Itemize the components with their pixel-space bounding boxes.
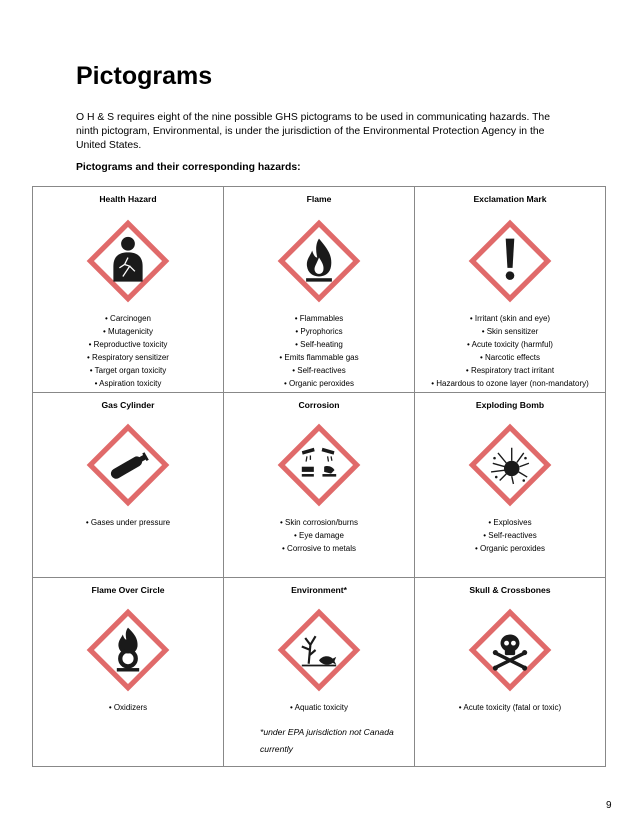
table-row [33,393,606,578]
pictogram-table [32,186,606,767]
hazard-list [33,516,223,529]
hazard-item: • Mutagenicity [103,327,153,336]
health-hazard-icon [85,218,171,304]
hazard-item: • Narcotic effects [479,353,540,362]
corrosion-icon [276,422,362,508]
hazard-item: • Skin corrosion/burns [280,518,358,527]
exclamation-mark-icon [467,218,553,304]
hazard-item: • Self-reactives [292,366,346,375]
table-row [33,578,606,767]
hazard-item: • Pyrophorics [295,327,343,336]
cell-title: Health Hazard [99,194,157,204]
hazard-item: • Emits flammable gas [279,353,359,362]
hazard-item: • Target organ toxicity [89,366,167,375]
cell-title: Flame Over Circle [91,585,165,595]
hazard-item: • Corrosive to metals [282,544,356,553]
hazard-list [415,701,605,714]
hazard-item: • Respiratory tract irritant [465,366,555,375]
cell-title: Corrosion [298,400,340,410]
pictogram-cell-exclamation-mark [415,187,606,393]
hazard-item: • Self-reactives [483,531,537,540]
hazard-item: • Gases under pressure [85,518,171,527]
hazard-item: • Organic peroxides [284,379,354,388]
exploding-bomb-icon [467,422,553,508]
pictogram-cell-flame-over-circle [33,578,224,767]
hazard-item: • Aquatic toxicity [290,703,348,712]
cell-title: Flame [306,194,332,204]
hazard-item: • Acute toxicity (harmful) [467,340,553,349]
hazard-list [415,516,605,555]
table-row [33,187,606,393]
hazard-item: • Skin sensitizer [481,327,539,336]
epa-footnote: *under EPA jurisdiction not Canada currently [260,727,394,754]
page-number: 9 [606,800,612,811]
hazard-item: • Explosives [488,518,532,527]
pictogram-cell-flame [224,187,415,393]
hazard-item: • Oxidizers [108,703,148,712]
pictogram-cell-gas-cylinder [33,393,224,578]
hazard-item: • Carcinogen [105,314,151,323]
hazard-item: • Acute toxicity (fatal or toxic) [458,703,562,712]
hazard-list [224,701,414,714]
cell-title: Gas Cylinder [101,400,155,410]
environment-icon [276,607,362,693]
flame-icon [276,218,362,304]
table-subheading: Pictograms and their corresponding hazards: [76,162,301,173]
hazard-list [224,312,414,390]
hazard-item: • Flammables [294,314,344,323]
pictogram-cell-skull-crossbones [415,578,606,767]
flame-over-circle-icon [85,607,171,693]
cell-title: Skull & Crossbones [469,585,551,595]
pictogram-cell-exploding-bomb [415,393,606,578]
intro-paragraph: O H & S requires eight of the nine possible GHS pictograms to be used in communicating hazards. The ninth pictogram, Environmental, is under the jurisdiction of the Environmental Protection Agency in the United States. [76,112,550,151]
cell-title: Exploding Bomb [475,400,545,410]
hazard-item: • Respiratory sensitizer [87,353,169,362]
hazard-item: • Irritant (skin and eye) [469,314,551,323]
cell-title: Environment* [291,585,347,595]
pictogram-cell-health-hazard [33,187,224,393]
skull-crossbones-icon [467,607,553,693]
hazard-list [224,516,414,555]
pictogram-cell-environment [224,578,415,767]
hazard-list [33,312,223,390]
hazard-item: • Reproductive toxicity [88,340,168,349]
pictogram-cell-corrosion [224,393,415,578]
hazard-list [33,701,223,714]
hazard-item: • Hazardous to ozone layer (non-mandatory) [431,379,589,388]
hazard-list [415,312,605,390]
gas-cylinder-icon [85,422,171,508]
hazard-item: • Eye damage [294,531,344,540]
hazard-item: • Organic peroxides [475,544,545,553]
page-title: Pictograms [76,62,213,90]
hazard-item: • Self-heating [295,340,343,349]
cell-title: Exclamation Mark [473,194,547,204]
hazard-item: • Aspiration toxicity [94,379,162,388]
